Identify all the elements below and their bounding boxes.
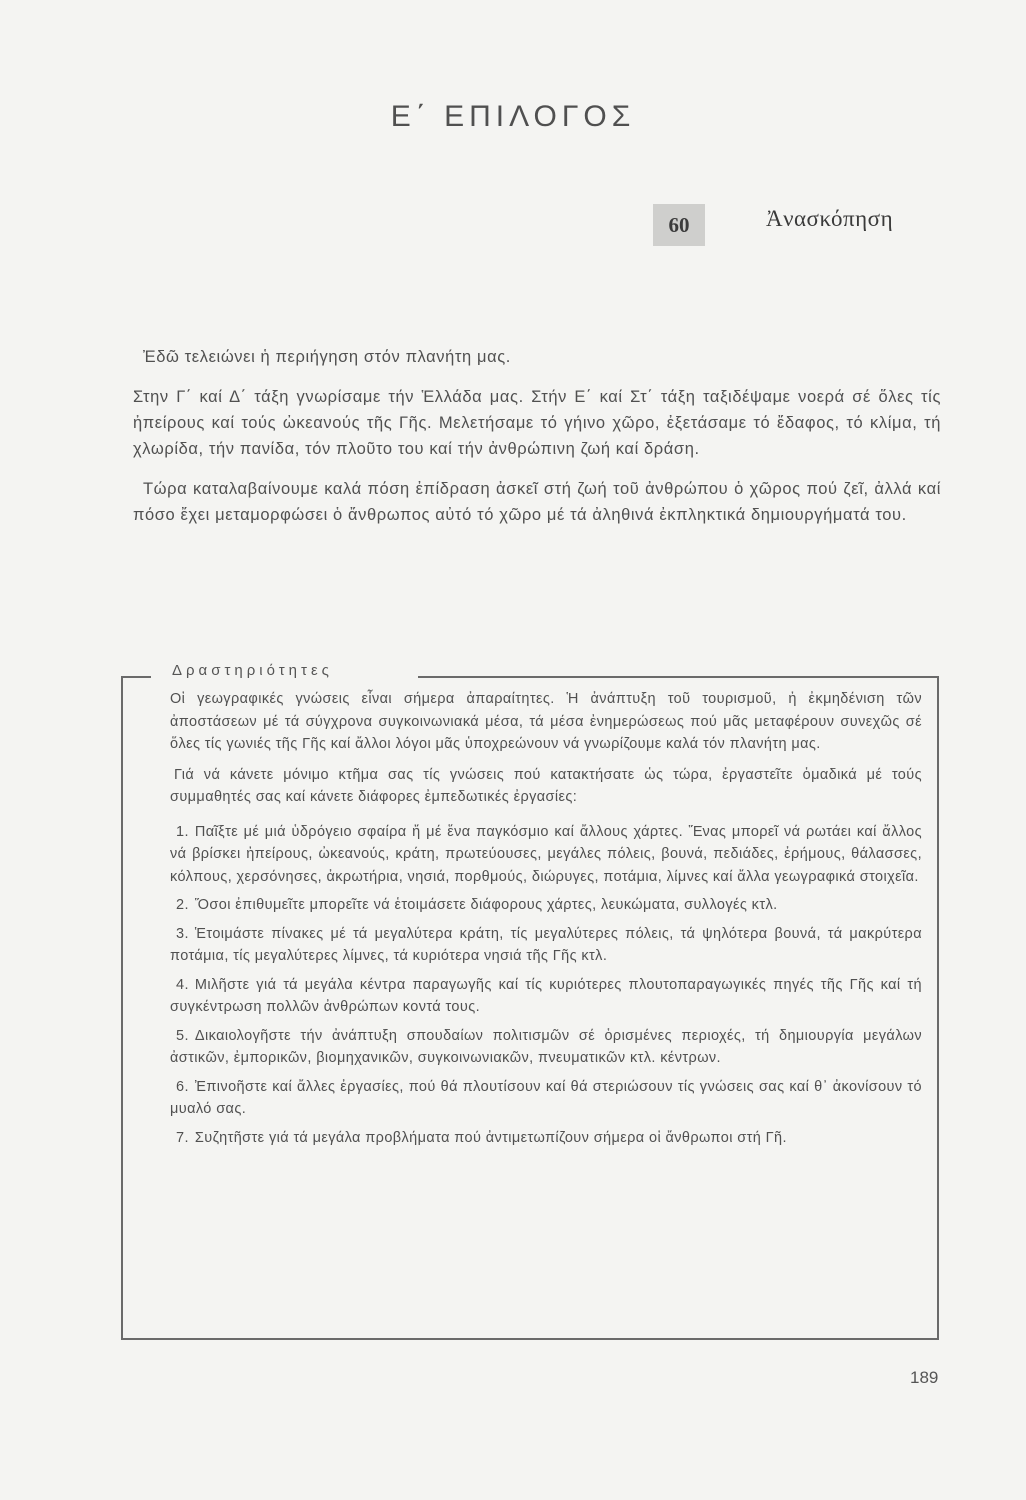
lesson-title: Ἀνασκόπηση [766,206,894,231]
intro-section [133,344,941,542]
activity-text: Ἐπινοῆστε καί ἄλλες ἐργασίες, πού θά πλουτίσουν καί θά στεριώσουν τίς γνώσεις σας καί θ᾽ ἀκονίσουν τό μυαλό σας. [170,1078,922,1117]
activity-item [170,821,922,889]
activity-text: Ὅσοι ἐπιθυμεῖτε μπορεῖτε νά ἑτοιμάσετε διάφορους χάρτες, λευκώματα, συλλογές κτλ. [194,897,778,913]
intro-paragraph: Τώρα καταλαβαίνουμε καλά πόση ἐπίδραση ἀσκεῖ στή ζωή τοῦ ἀνθρώπου ὁ χῶρος πού ζεῖ, ἀλλά καί πόσο ἔχει μεταμορφώσει ὁ ἄνθρωπος αὐτό τό χῶρο μέ τά ἀληθινά ἐκπληκτικά δημιουργήματά του. [133,480,941,524]
intro-paragraph: Ἐδῶ τελειώνει ἡ περιήγηση στόν πλανήτη μας. [143,348,511,366]
activity-item [170,1025,922,1070]
activity-item [170,923,922,968]
lesson-number-badge: 60 [653,204,705,246]
activity-text: Μιλῆστε γιά τά μεγάλα κέντρα παραγωγῆς καί τίς κυριότερες πλουτοπαραγωγικές πηγές τῆς Γῆς καί τή συγκέντρωση πολλῶν ἀνθρώπων κοντά τους. [170,976,922,1015]
activities-content [170,688,922,1155]
activity-item [170,1076,922,1121]
activity-number: 7. [176,1129,189,1146]
activity-item [170,974,922,1019]
activity-text: Δικαιολογῆστε τήν ἀνάπτυξη σπουδαίων πολιτισμῶν σέ ὁρισμένες περιοχές, τή δημιουργία μεγάλων ἀστικῶν, ἐμπορικῶν, βιομηχανικῶν, συγκοινωνιακῶν, πνευματικῶν κτλ. κέντρων. [170,1027,922,1066]
intro-paragraph: Στην Γ΄ καί Δ΄ τάξη γνωρίσαμε τήν Ἑλλάδα μας. Στήν Ε΄ καί Στ΄ τάξη ταξιδέψαμε νοερά σέ ὅλες τίς ἠπείρους καί τούς ὠκεανούς τῆς Γῆς. Μελετήσαμε τό γήινο χῶρο, ἐξετάσαμε τό ἔδαφος, τό κλίμα, τή χλωρίδα, τήν πανίδα, τόν πλοῦτο του καί τήν ἀνθρώπινη ζωή καί δράση. [133,388,941,458]
activity-number: 5. [176,1027,189,1044]
activity-item [170,1127,922,1150]
page-number: 189 [910,1368,939,1387]
activity-item [170,894,922,917]
activity-number: 4. [176,976,189,993]
chapter-title: Ε΄ ΕΠΙΛΟΓΟΣ [390,100,636,133]
activity-text: Συζητῆστε γιά τά μεγάλα προβλήματα πού ἀντιμετωπίζουν σήμερα οἱ ἄνθρωποι στή Γῆ. [194,1129,787,1146]
activities-heading: Δραστηριότητες [172,662,333,679]
activity-text: Ἑτοιμάστε πίνακες μέ τά μεγαλύτερα κράτη, τίς μεγαλύτερες πόλεις, τά ψηλότερα βουνά, τά μακρύτερα ποτάμια, τίς μεγαλύτερες λίμνες, τά κυριότερα νησιά τῆς Γῆς κτλ. [170,925,922,964]
activities-paragraph: Γιά νά κάνετε μόνιμο κτῆμα σας τίς γνώσεις πού κατακτήσατε ὡς τώρα, ἐργαστεῖτε ὁμαδικά μέ τούς συμμαθητές σας καί κάνετε διάφορες ἐμπεδωτικές ἐργασίες: [170,766,922,805]
activity-number: 1. [176,823,189,840]
activity-number: 2. [176,897,189,913]
activity-number: 6. [176,1078,189,1095]
activities-paragraph: Οἱ γεωγραφικές γνώσεις εἶναι σήμερα ἀπαραίτητες. Ἡ ἀνάπτυξη τοῦ τουρισμοῦ, ἡ ἐκμηδένιση τῶν ἀποστάσεων μέ τά σύγχρονα συγκοινωνιακά μέσα, τά μέσα ἐνημερώσεως πού μᾶς μεταφέρουν συνεχῶς σέ ὅλες τίς γωνιές τῆς Γῆς καί ἄλλοι λόγοι μᾶς ὑποχρεώνουν νά γνωρίζουμε καλά τόν πλανήτη μας. [170,691,922,752]
activity-number: 3. [176,925,189,942]
activity-text: Παῖξτε μέ μιά ὑδρόγειο σφαίρα ἤ μέ ἕνα παγκόσμιο καί ἄλλους χάρτες. Ἕνας μπορεῖ νά ρωτάει καί ἄλλος νά βρίσκει ἠπείρους, ὠκεανούς, κράτη, πρωτεύουσες, μεγάλες πόλεις, βουνά, πεδιάδες, ἐρήμους, θάλασσες, κόλπους, χερσόνησες, ἀκρωτήρια, νησιά, πορθμούς, διώρυγες, ποτάμια, λίμνες καί ἄλλα γεωγραφικά στοιχεῖα. [170,823,922,885]
